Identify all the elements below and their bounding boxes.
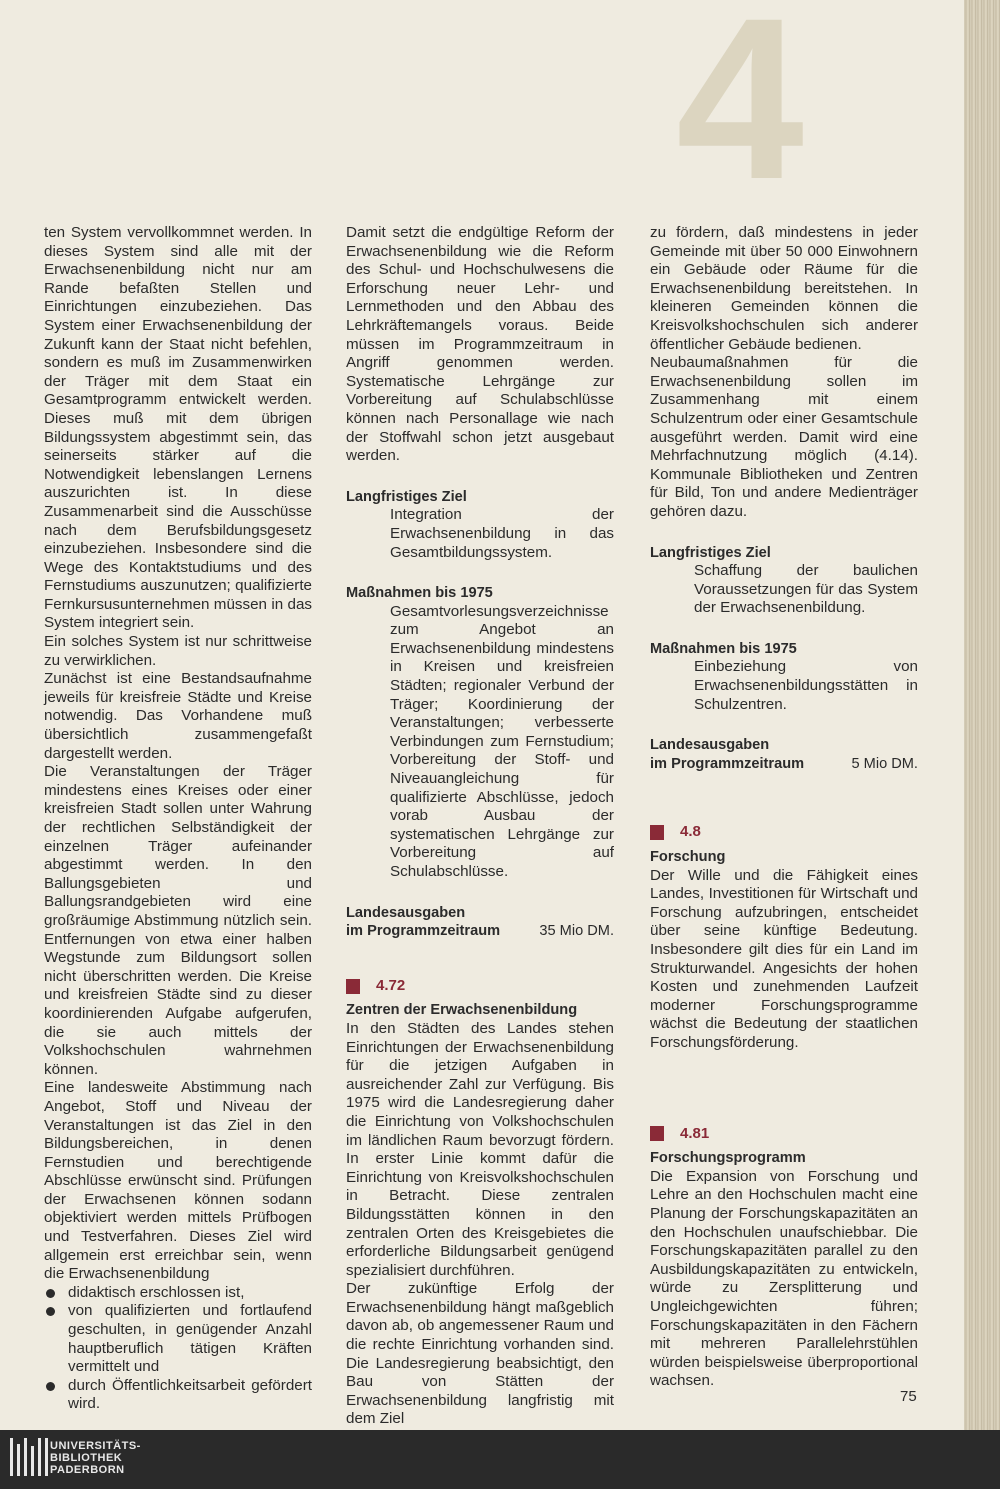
section-title: Forschungsprogramm — [650, 1150, 806, 1167]
budget-row — [650, 755, 918, 774]
section-marker-icon — [650, 1126, 664, 1141]
bullet-icon — [46, 1382, 55, 1391]
budget-row — [346, 922, 614, 941]
paragraph: Ein solches System ist nur schrittweise zu verwirklichen. — [44, 633, 312, 669]
paragraph: zu fördern, daß mindestens in jeder Gemeinde mit über 50 000 Einwohnern ein Gebäude oder Räume für die Erwachsenenbildung bereitstehen. In kleineren Gemeinden können die Kreisvolkshochschulen sich anderer öffentlicher Gebäude bedienen. — [650, 224, 918, 353]
budget-label: im Programmzeitraum — [346, 923, 501, 940]
page-number: 75 — [900, 1388, 917, 1405]
column-3 — [650, 224, 918, 1391]
budget-label: Landesausgaben — [650, 737, 770, 754]
paragraph: Die Veranstaltungen der Träger mindestens eines Kreises oder einer kreisfreien Stadt sollen unter Wahrung der rechtlichen Selbständigkeit der einzelnen Träger aufeinander abgestimmt werden. In den Ballungsgebieten und Ballungsrandgebieten wird eine großräumige Abstimmung nützlich sein. Entfernungen von etwa einer halben Wegstunde zum Bildungsort sollen nicht überschritten werden. Die Kreise und kreisfreien Städte sind zu dieser koordinierenden Aufgabe aufgerufen, die sie auch mittels der Volkshochschulen wahrnehmen können. — [44, 763, 312, 1078]
paragraph: Eine landesweite Abstimmung nach Angebot, Stoff und Niveau der Veranstaltungen ist das Ziel in den Bildungsbereichen, in denen Fernstudien und berechtigende Abschlüsse erwünscht sind. Prüfungen der Erwachsenen können sodann objektiviert werden mittels Prüfbogen und Testverfahren. Dieses Ziel wird allgemein erst erreichbar sein, wenn die Erwachsenenbildung — [44, 1079, 312, 1283]
paragraph: Der Wille und die Fähigkeit eines Landes, Investitionen für Wirtschaft und Forschung aufzubringen, entscheidet über seine künftige Bedeutung. Insbesondere gilt dies für ein Land im Strukturwandel. Angesichts der hohen Kosten und zunehmenden Laufzeit moderner Forschungsprogramme wächst die Bedeutung der staatlichen Forschungsförderung. — [650, 866, 918, 1051]
measures-heading: Maßnahmen bis 1975 — [346, 585, 493, 602]
paragraph: Damit setzt die endgültige Reform der Erwachsenenbildung wie die Reform des Schul- und Hochschulwesens die Erforschung neuer Lehr- und Lernmethoden und den Abbau des Lehrkräftemangels voraus. Beide müssen im Programmzeitraum in Angriff genommen werden. Systematische Lehrgänge zur Vorbereitung auf Schulabschlüsse können nach Personallage wie nach der Stoffwahl schon jetzt ausgebaut werden. — [346, 224, 614, 465]
section-title: Zentren der Erwachsenenbildung — [346, 1002, 578, 1019]
goal-heading: Langfristiges Ziel — [346, 488, 467, 505]
chapter-number: 4 — [676, 0, 804, 227]
section-title: Forschung — [650, 849, 726, 866]
column-2 — [346, 224, 614, 1429]
measures-text: Einbeziehung von Erwachsenenbildungsstätten in Schulzentren. — [694, 658, 918, 713]
paragraph: In den Städten des Landes stehen Einrichtungen der Erwachsenenbildung für die jetzigen Aufgaben in ausreichender Zahl zur Verfügung. Bis 1975 wird die Landesregierung daher die Einrichtung von Volkshochschulen im ländlichen Raum bevorzugt fördern. In erster Linie kommt dafür die Einrichtung von Kreisvolkshochschulen in Betracht. Diese zentralen Bildungsstätten können in den zentralen Orten des Kreisgebietes die erforderliche Bildungsarbeit genügend spezialisiert durchführen. — [346, 1019, 614, 1279]
section-number: 4.72 — [346, 977, 614, 996]
bullet-icon — [46, 1307, 55, 1316]
section-marker-icon — [650, 825, 664, 840]
budget-amount: 35 Mio DM. — [539, 923, 614, 940]
bullet-list — [44, 1284, 312, 1414]
library-logo-text: UNIVERSITÄTS- BIBLIOTHEK PADERBORN — [50, 1440, 141, 1476]
budget-label: im Programmzeitraum — [650, 755, 805, 772]
paragraph: Die Expansion von Forschung und Lehre an den Hochschulen macht eine Planung der Forschungskapazitäten an den Hochschulen unaufschiebbar. Die Forschungskapazitäten parallel zu den Ausbildungskapazitäten zu entwickeln, würde zu Zersplitterung und Ungleichgewichten führen; Forschungskapazitäten in den Fächern mit mehreren Parallelehrstühlen würden beispielsweise überproportional wachsen. — [650, 1167, 918, 1390]
budget-amount: 5 Mio DM. — [851, 755, 918, 772]
goal-text: Integration der Erwachsenenbildung in das Gesamtbildungssystem. — [390, 506, 614, 561]
goal-text: Schaffung der baulichen Voraussetzungen für das System der Erwachsenenbildung. — [694, 562, 918, 617]
section-number: 4.8 — [650, 823, 918, 842]
measures-heading: Maßnahmen bis 1975 — [650, 640, 797, 657]
list-item: didaktisch erschlossen ist, — [44, 1284, 312, 1303]
budget-label: Landesausgaben — [346, 904, 466, 921]
list-item: durch Öffentlichkeitsarbeit gefördert wird. — [44, 1377, 312, 1414]
column-1 — [44, 224, 312, 1414]
section-marker-icon — [346, 979, 360, 994]
library-logo-icon — [10, 1438, 48, 1476]
paragraph: Zunächst ist eine Bestandsaufnahme jeweils für kreisfreie Städte und Kreise notwendig. Das Vorhandene muß übersichtlich zusammengefaßt dargestellt werden. — [44, 670, 312, 762]
list-item: von qualifizierten und fortlaufend geschulten, in genügender Anzahl hauptberuflich tätigen Kräften vermittelt und — [44, 1302, 312, 1376]
section-number: 4.81 — [650, 1125, 918, 1144]
measures-text: Gesamtvorlesungsverzeichnisse zum Angebot an Erwachsenenbildung mindestens in Kreisen und kreisfreien Städten; regionaler Verbund der Träger; Koordinierung der Veranstaltungen; verbesserte Verbindungen zum Fernstudium; Vorbereitung der Stoff- und Niveauangleichung für qualifizierte Abschlüsse, jedoch vorab Ausbau der systematischen Lehrgänge zur Vorbereitung auf Schulabschlüsse. — [390, 602, 614, 880]
paragraph: Neubaumaßnahmen für die Erwachsenenbildung sollen im Zusammenhang mit einem Schulzentrum oder einer Gesamtschule ausgeführt werden. Damit wird eine Mehrfachnutzung möglich (4.14). Kommunale Bibliotheken und Zentren für Bild, Ton und andere Medienträger gehören dazu. — [650, 354, 918, 520]
paragraph: Der zukünftige Erfolg der Erwachsenenbildung hängt maßgeblich davon ab, ob angemessener Raum und die rechte Einrichtung vorhanden sind. Die Landesregierung beabsichtigt, den Bau von Stätten der Erwachsenenbildung langfristig mit dem Ziel — [346, 1280, 614, 1428]
goal-heading: Langfristiges Ziel — [650, 544, 771, 561]
page-edge — [964, 0, 1000, 1430]
paragraph: ten System vervollkommnet werden. In dieses System sind alle mit der Erwachsenenbildung nicht nur am Rande befaßten Stellen und Einrichtungen einzubeziehen. Das System einer Erwachsenenbildung der Zukunft kann der Staat nicht befehlen, sondern es muß im Zusammenwirken der Träger mit dem Staat ein Gesamtprogramm entwickelt werden. Dieses muß mit dem übrigen Bildungssystem abgestimmt sein, das seinerseits stärker auf die Notwendigkeit lebenslangen Lernens auszurichten ist. In diese Zusammenarbeit sind die Ausschüsse nach dem Berufsbildungsgesetz einzubeziehen. Insbesondere sind die Wege des Kontaktstudiums und des Fernstudiums auszunutzen; qualifizierte Fernkursusunternehmen müssen in das System integriert sein. — [44, 224, 312, 632]
bullet-icon — [46, 1289, 55, 1298]
library-footer — [0, 1430, 1000, 1489]
